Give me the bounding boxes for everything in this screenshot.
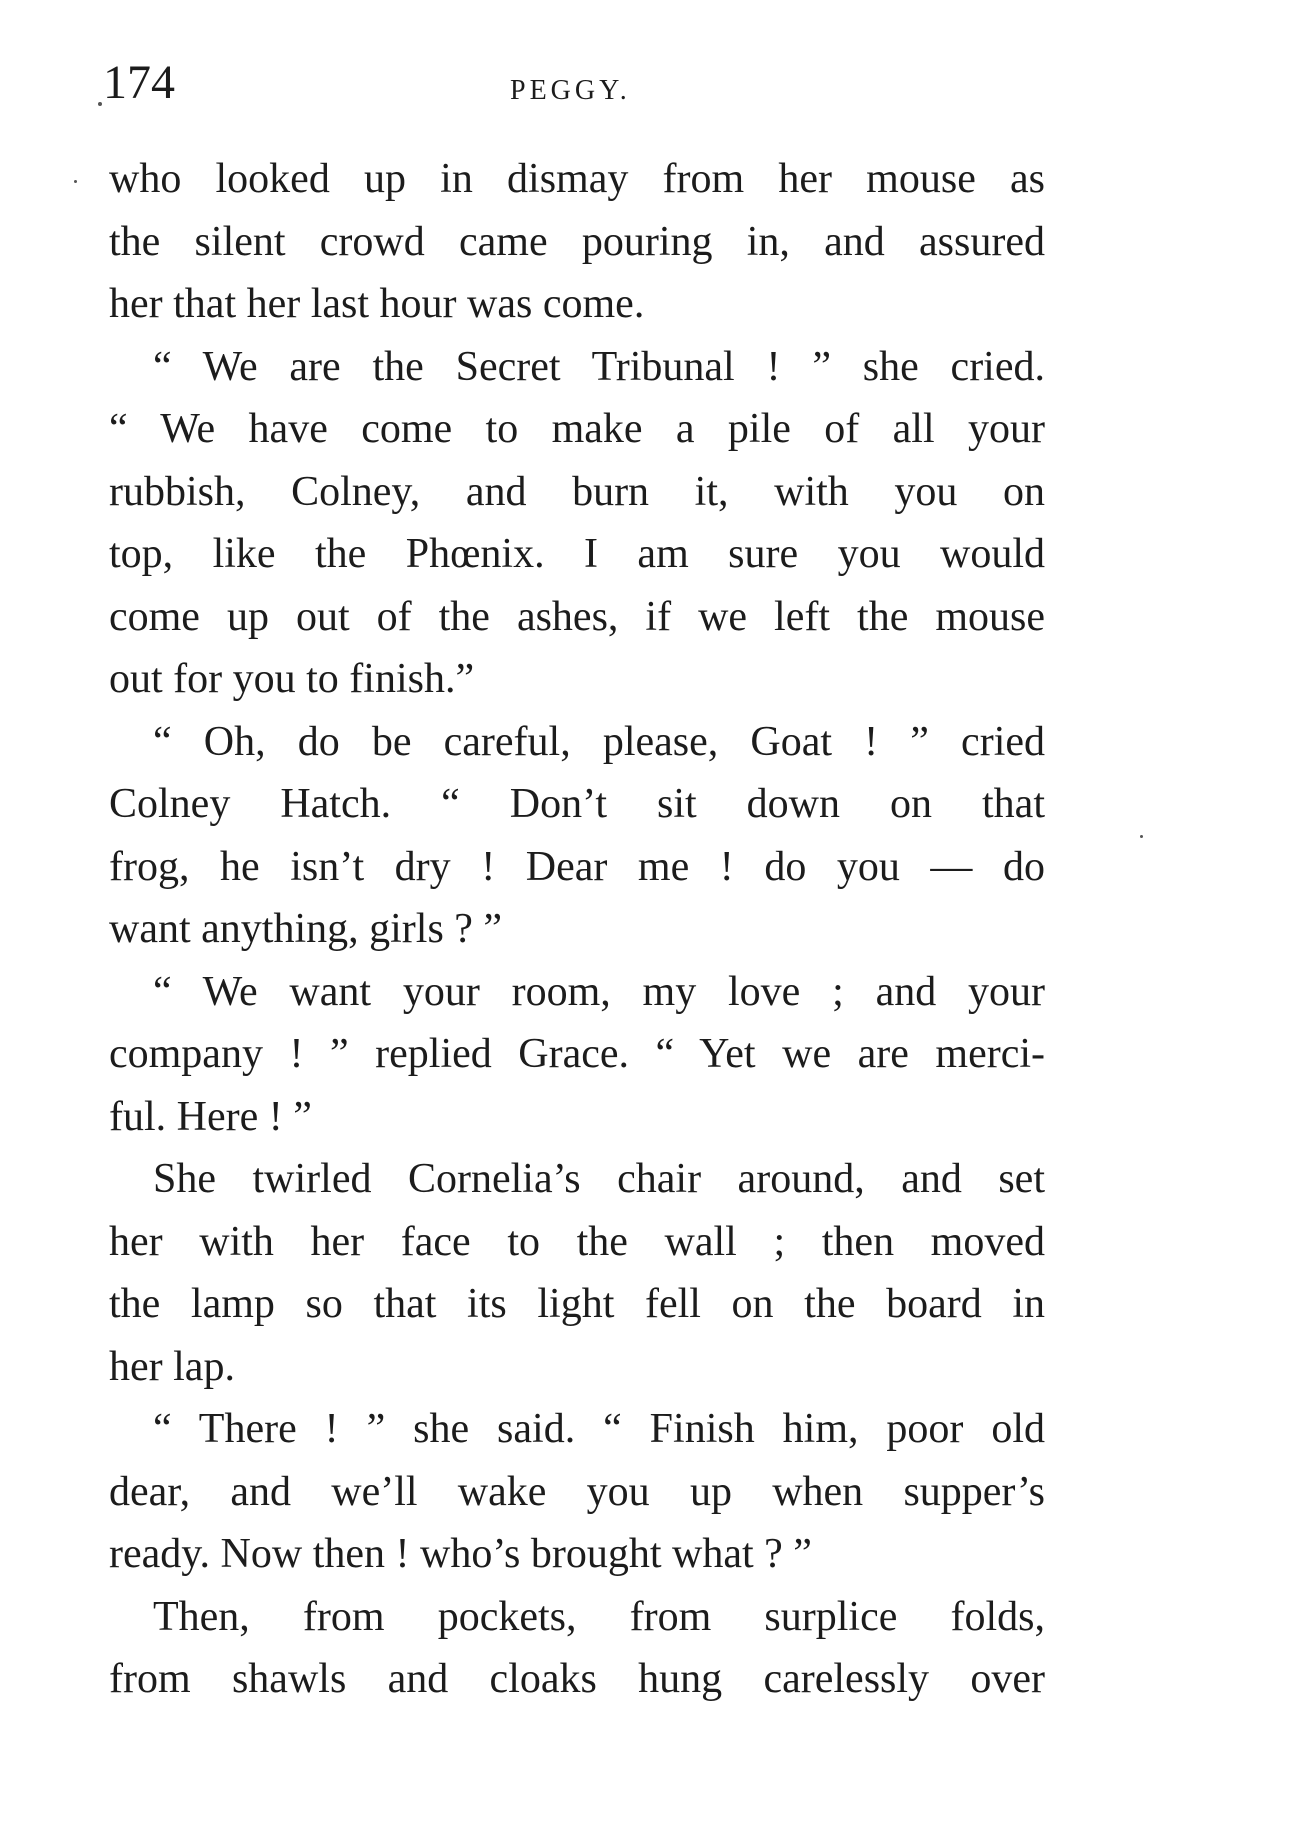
text-line: out for you to finish.” xyxy=(109,656,475,702)
running-head: PEGGY. xyxy=(510,75,631,106)
text-line: ful. Here ! ” xyxy=(109,1093,312,1140)
text-line: ready. Now then ! who’s brought what ? ” xyxy=(109,1531,812,1577)
text-line: frog, he isn’t dry ! Dear me ! do you — do xyxy=(109,843,1045,890)
text-line: “ We want your room, my love ; and your xyxy=(153,968,1045,1015)
ink-speck xyxy=(74,180,77,183)
text-line: “ There ! ” she said. “ Finish him, poor old xyxy=(153,1406,1045,1452)
body-text xyxy=(109,148,1045,1711)
text-line: her with her face to the wall ; then moved xyxy=(109,1218,1045,1265)
text-line: come up out of the ashes, if we left the mouse xyxy=(109,593,1045,640)
text-line: Colney Hatch. “ Don’t sit down on that xyxy=(109,781,1045,827)
text-line: rubbish, Colney, and burn it, with you on xyxy=(109,468,1045,515)
text-line: company ! ” replied Grace. “ Yet we are merci- xyxy=(109,1031,1045,1077)
text-line: “ Oh, do be careful, please, Goat ! ” cried xyxy=(153,718,1045,765)
text-line: who looked up in dismay from her mouse as xyxy=(109,156,1045,202)
ink-speck xyxy=(1140,835,1143,838)
text-line: Then, from pockets, from surplice folds, xyxy=(153,1593,1045,1640)
text-line: “ We are the Secret Tribunal ! ” she cried. xyxy=(153,343,1045,390)
text-line: She twirled Cornelia’s chair around, and set xyxy=(153,1156,1045,1202)
text-line: top, like the Phœnix. I am sure you would xyxy=(109,531,1045,577)
text-line: dear, and we’ll wake you up when supper’s xyxy=(109,1468,1045,1515)
text-line: her lap. xyxy=(109,1343,235,1390)
text-line: from shawls and cloaks hung carelessly over xyxy=(109,1656,1045,1702)
text-line: her that her last hour was come. xyxy=(109,281,645,327)
text-line: the lamp so that its light fell on the board in xyxy=(109,1281,1045,1327)
text-line: want anything, girls ? ” xyxy=(109,906,503,952)
text-line: the silent crowd came pouring in, and assured xyxy=(109,218,1045,265)
ink-speck xyxy=(98,102,102,106)
page-header xyxy=(0,48,1308,118)
page-number: 174 xyxy=(103,56,175,109)
text-line: “ We have come to make a pile of all your xyxy=(109,406,1045,452)
